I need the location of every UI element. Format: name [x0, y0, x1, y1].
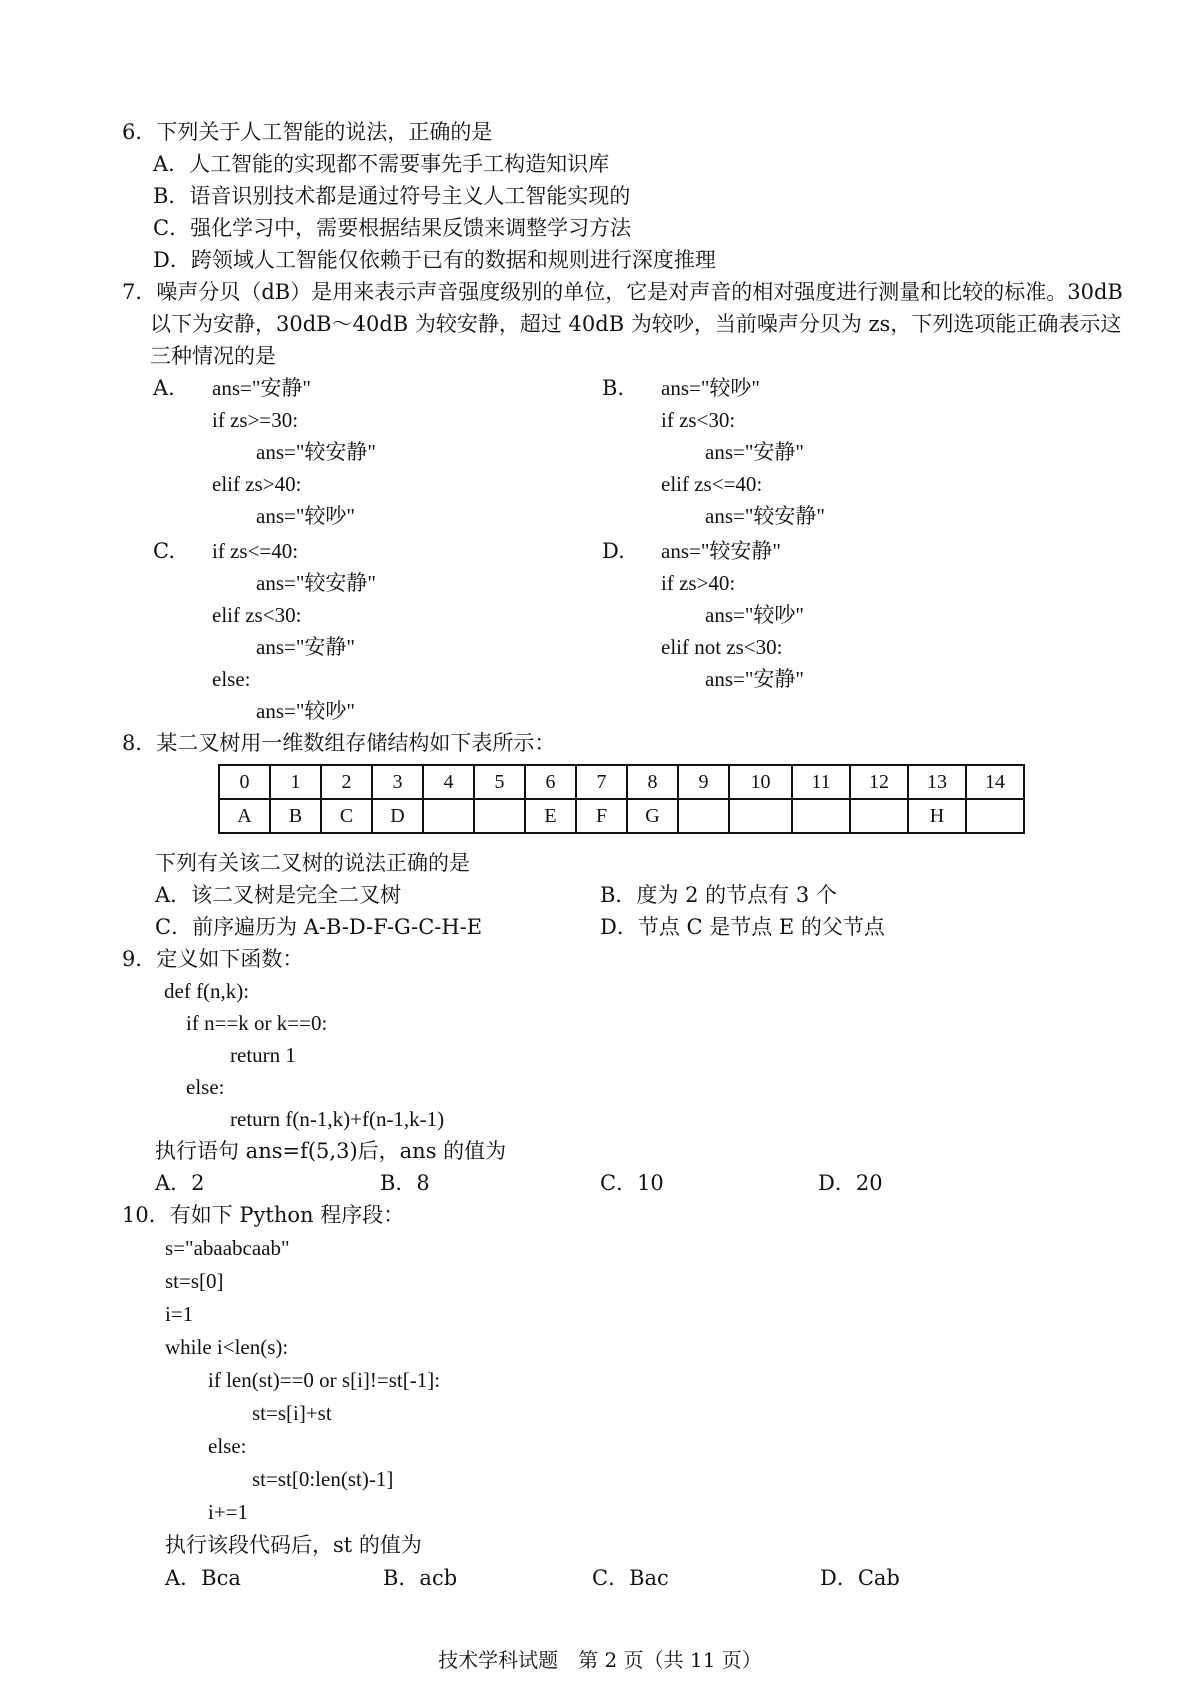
array-index-cell: 3	[372, 765, 423, 799]
q7-c-code-6: ans="较吵"	[256, 699, 355, 723]
q10-option-a: A．Bca	[165, 1566, 241, 1590]
array-index-cell: 11	[792, 765, 850, 799]
array-index-row	[219, 765, 1024, 799]
q7-b-code-2: if zs<30:	[661, 408, 736, 432]
q8-stem: 8．某二叉树用一维数组存储结构如下表所示：	[122, 731, 556, 755]
array-index-cell: 9	[678, 765, 729, 799]
q9-code-1: def f(n,k):	[164, 979, 250, 1003]
array-index-cell: 0	[219, 765, 270, 799]
array-value-cell: E	[525, 799, 576, 833]
array-value-cell: A	[219, 799, 270, 833]
array-index-cell: 5	[474, 765, 525, 799]
q8-option-c: C．前序遍历为 A-B-D-F-G-C-H-E	[155, 915, 483, 939]
array-value-cell	[729, 799, 792, 833]
q7-d-code-2: if zs>40:	[661, 571, 736, 595]
q7-b-code-5: ans="较安静"	[705, 504, 825, 528]
array-index-cell: 6	[525, 765, 576, 799]
q9-option-b: B．8	[380, 1171, 430, 1195]
q7-a-label: A.	[153, 376, 175, 400]
q7-d-code-1: ans="较安静"	[661, 539, 781, 563]
q6-option-b: B．语音识别技术都是通过符号主义人工智能实现的	[153, 184, 631, 208]
q7-d-code-3: ans="较吵"	[705, 603, 804, 627]
q7-stem-line1: 7．噪声分贝（dB）是用来表示声音强度级别的单位，它是对声音的相对强度进行测量和比较的标准。30dB	[122, 280, 1123, 304]
q7-c-code-1: if zs<=40:	[212, 539, 299, 563]
array-value-cell: D	[372, 799, 423, 833]
q10-code-9: i+=1	[208, 1500, 249, 1524]
array-value-cell	[792, 799, 850, 833]
q9-code-2: if n==k or k==0:	[186, 1011, 328, 1035]
q10-code-6: st=s[i]+st	[252, 1401, 332, 1425]
array-index-cell: 8	[627, 765, 678, 799]
array-value-cell	[966, 799, 1024, 833]
q10-option-b: B．acb	[383, 1566, 458, 1590]
q8-option-d: D．节点 C 是节点 E 的父节点	[600, 915, 885, 939]
q9-stem: 9．定义如下函数：	[122, 947, 304, 971]
array-index-cell: 4	[423, 765, 474, 799]
array-index-cell: 14	[966, 765, 1024, 799]
q7-a-code-3: ans="较安静"	[256, 440, 376, 464]
q7-stem-line2: 以下为安静，30dB～40dB 为较安静，超过 40dB 为较吵，当前噪声分贝为 zs，下列选项能正确表示这	[150, 312, 1122, 336]
q7-c-code-2: ans="较安静"	[256, 571, 376, 595]
q6-option-a: A．人工智能的实现都不需要事先手工构造知识库	[153, 152, 610, 176]
q10-code-5: if len(st)==0 or s[i]!=st[-1]:	[208, 1368, 441, 1392]
q10-code-7: else:	[208, 1434, 247, 1458]
q9-code-3: return 1	[230, 1043, 296, 1067]
q7-d-label: D.	[602, 539, 625, 563]
array-value-row	[219, 799, 1024, 833]
q9-code-4: else:	[186, 1075, 225, 1099]
page-footer: 技术学科试题 第 2 页（共 11 页）	[438, 1648, 762, 1672]
array-value-cell: C	[321, 799, 372, 833]
array-index-cell: 12	[850, 765, 908, 799]
q7-a-code-1: ans="安静"	[212, 376, 311, 400]
array-value-cell: H	[908, 799, 966, 833]
q6-stem: 6．下列关于人工智能的说法，正确的是	[122, 120, 493, 144]
q6-option-c: C．强化学习中，需要根据结果反馈来调整学习方法	[153, 216, 632, 240]
q7-d-code-5: ans="安静"	[705, 667, 804, 691]
array-value-cell: B	[270, 799, 321, 833]
q7-a-code-4: elif zs>40:	[212, 472, 302, 496]
q10-code-1: s="abaabcaab"	[165, 1236, 290, 1260]
q7-c-code-3: elif zs<30:	[212, 603, 302, 627]
q7-c-label: C.	[153, 539, 175, 563]
q9-question: 执行语句 ans=f(5,3)后，ans 的值为	[155, 1139, 507, 1163]
array-value-cell	[678, 799, 729, 833]
q7-b-label: B.	[602, 376, 625, 400]
q10-stem: 10．有如下 Python 程序段：	[122, 1203, 405, 1227]
q7-b-code-1: ans="较吵"	[661, 376, 760, 400]
q6-option-d: D．跨领域人工智能仅依赖于已有的数据和规则进行深度推理	[153, 248, 716, 272]
q7-stem-line3: 三种情况的是	[150, 344, 276, 368]
q10-code-8: st=st[0:len(st)-1]	[252, 1467, 394, 1491]
array-table	[218, 764, 1025, 834]
array-value-cell	[850, 799, 908, 833]
array-value-cell	[474, 799, 525, 833]
q9-option-c: C．10	[600, 1171, 664, 1195]
q10-question: 执行该段代码后，st 的值为	[165, 1533, 422, 1557]
q10-code-4: while i<len(s):	[165, 1335, 289, 1359]
array-value-cell: G	[627, 799, 678, 833]
q9-code-5: return f(n-1,k)+f(n-1,k-1)	[230, 1107, 445, 1131]
q8-question: 下列有关该二叉树的说法正确的是	[155, 851, 470, 875]
array-index-cell: 7	[576, 765, 627, 799]
q7-d-code-4: elif not zs<30:	[661, 635, 783, 659]
q9-option-d: D．20	[818, 1171, 883, 1195]
q7-c-code-4: ans="安静"	[256, 635, 355, 659]
q10-code-2: st=s[0]	[165, 1269, 224, 1293]
q7-b-code-3: ans="安静"	[705, 440, 804, 464]
array-index-cell: 13	[908, 765, 966, 799]
q10-code-3: i=1	[165, 1302, 194, 1326]
q10-option-d: D．Cab	[820, 1566, 900, 1590]
q7-a-code-2: if zs>=30:	[212, 408, 299, 432]
array-index-cell: 10	[729, 765, 792, 799]
q7-c-code-5: else:	[212, 667, 251, 691]
array-index-cell: 1	[270, 765, 321, 799]
q8-option-a: A．该二叉树是完全二叉树	[155, 883, 402, 907]
array-index-cell: 2	[321, 765, 372, 799]
q10-option-c: C．Bac	[592, 1566, 669, 1590]
array-value-cell: F	[576, 799, 627, 833]
q7-a-code-5: ans="较吵"	[256, 504, 355, 528]
q8-option-b: B．度为 2 的节点有 3 个	[600, 883, 837, 907]
q9-option-a: A．2	[155, 1171, 205, 1195]
array-value-cell	[423, 799, 474, 833]
q7-b-code-4: elif zs<=40:	[661, 472, 763, 496]
